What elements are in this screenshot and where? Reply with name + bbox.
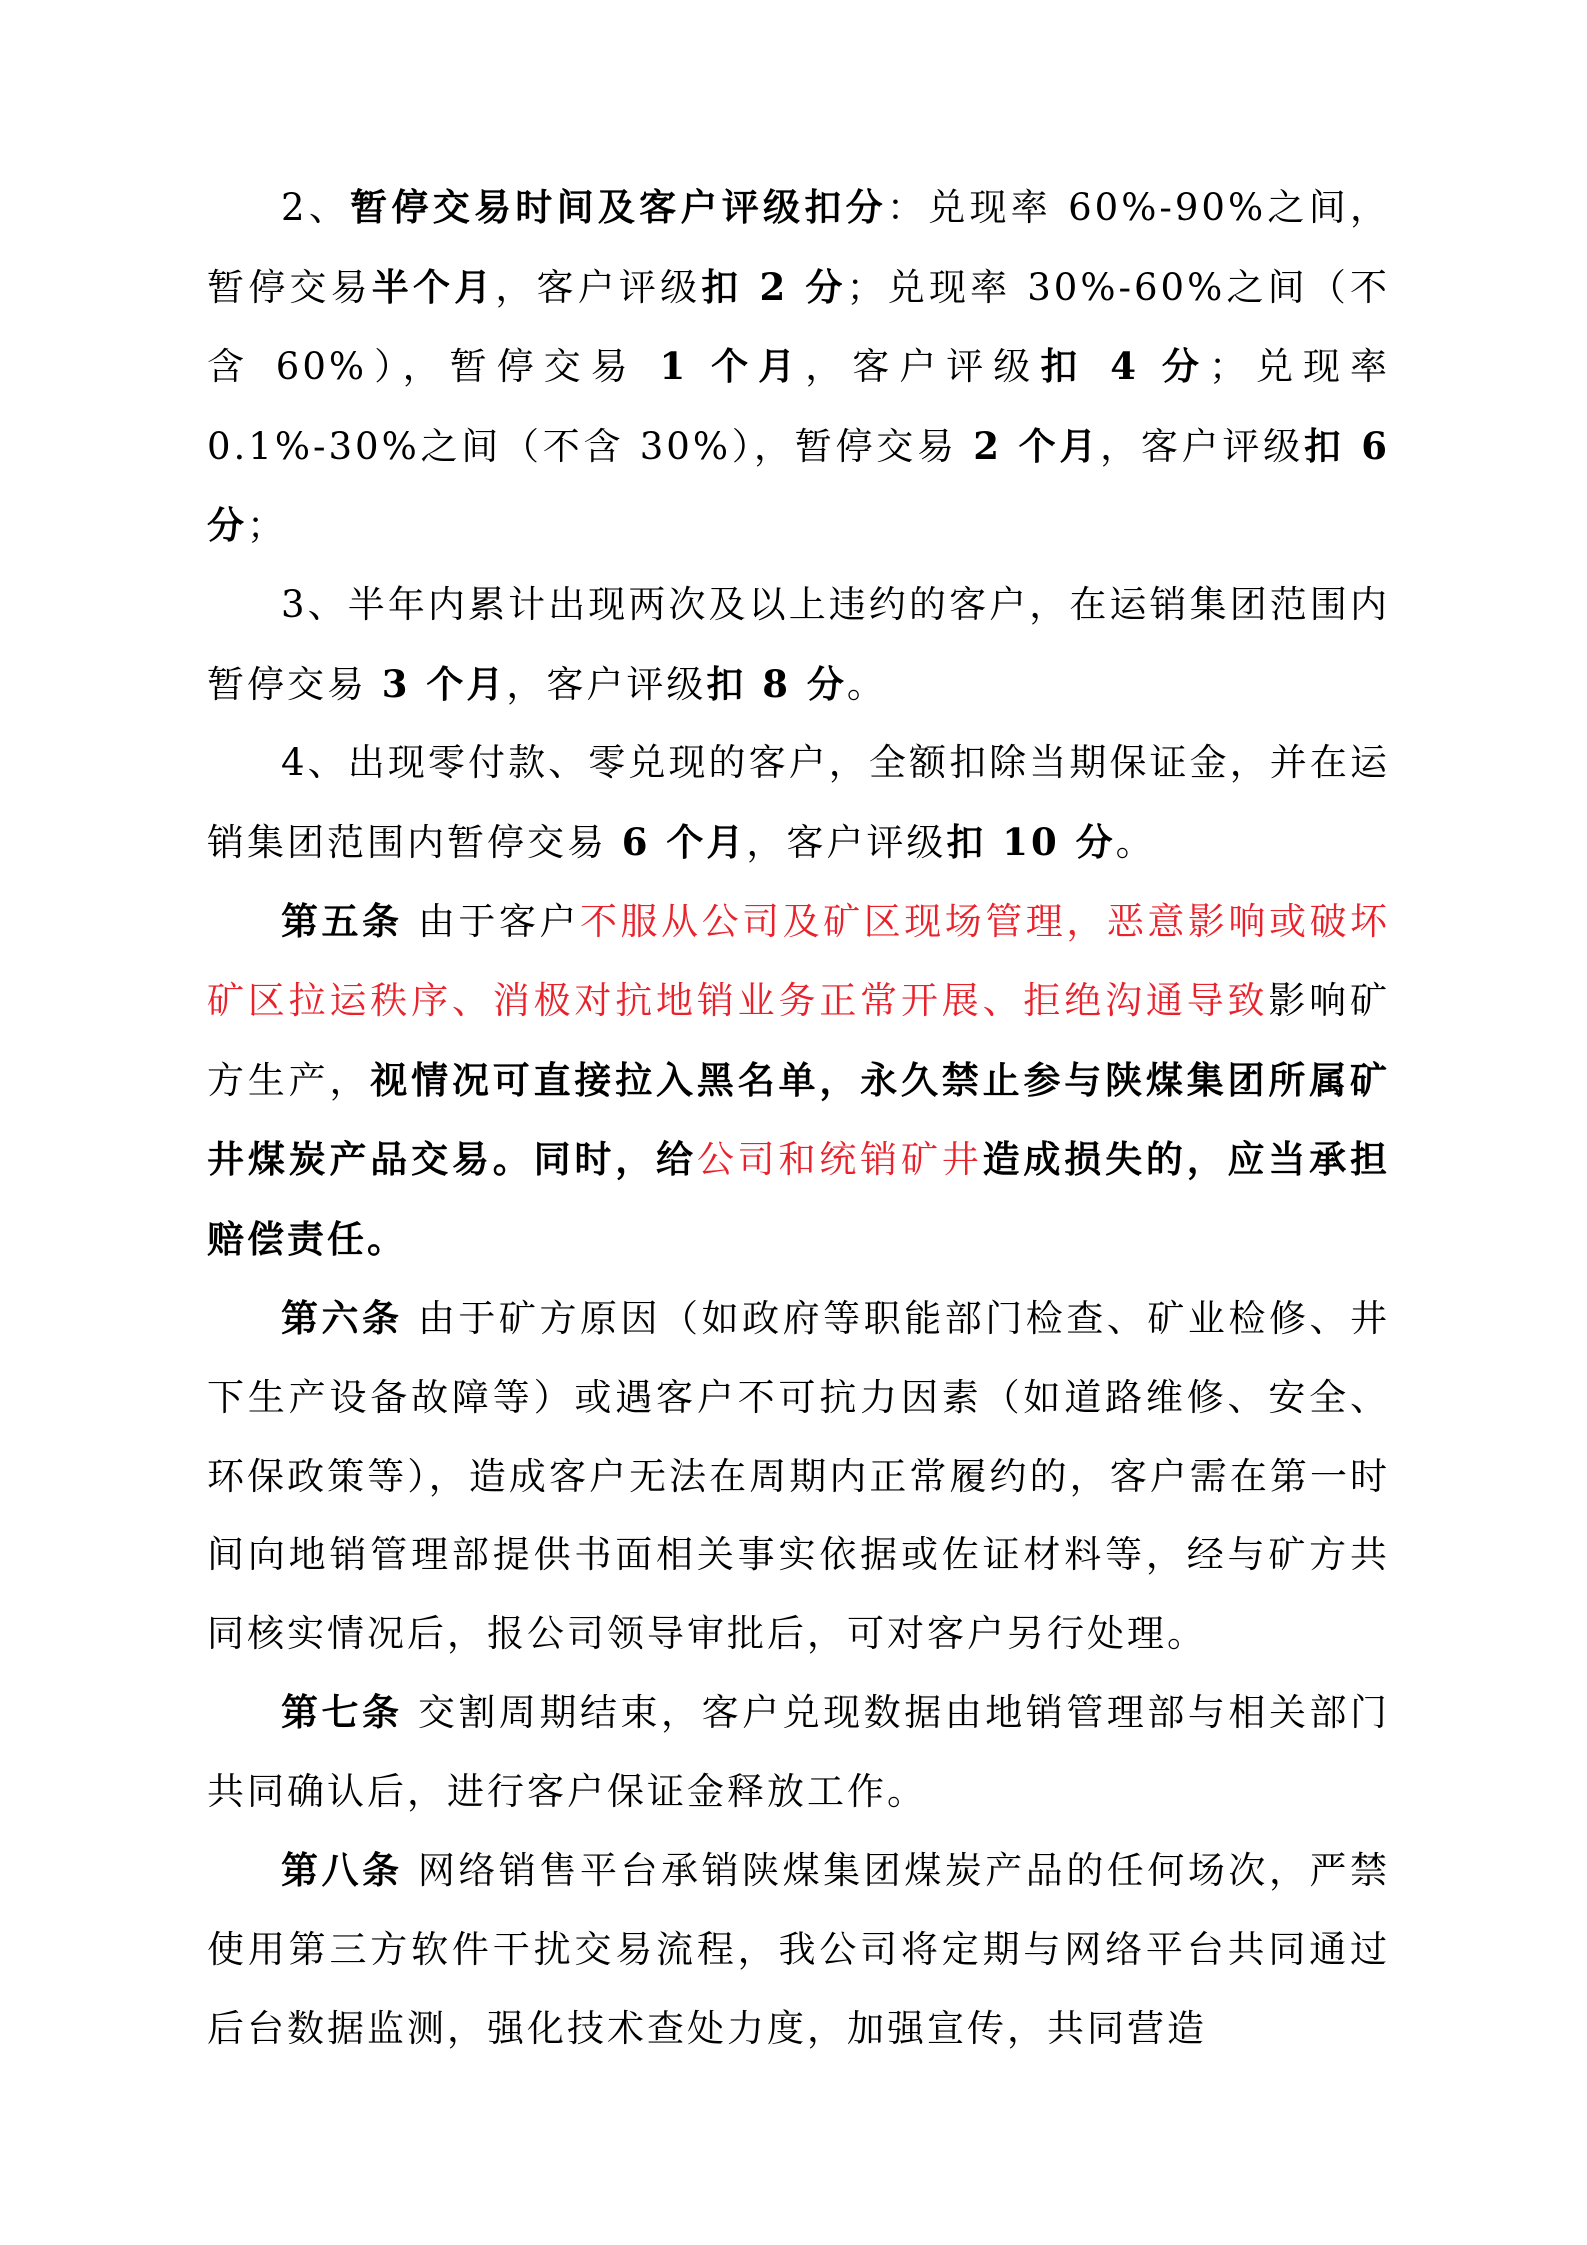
text-segment: 暂停交易时间及客户评级扣分: [350, 185, 887, 229]
text-segment: 视情况可直接拉入黑名单，永久禁止参与陕煤集团所属矿井煤炭产品交易。同时，给: [207, 1057, 1391, 1182]
text-segment: 2 个月: [973, 423, 1101, 468]
document-page: [207, 168, 1390, 2068]
paragraph-article-8: [207, 1831, 1390, 2068]
text-segment: 扣 10 分: [946, 819, 1116, 864]
text-segment: 第六条: [281, 1296, 403, 1341]
text-segment: 影响矿方生产，: [207, 978, 1391, 1102]
paragraph-article-7: [207, 1673, 1390, 1831]
text-segment: ，客户评级: [746, 820, 947, 864]
text-segment: 半个月: [371, 264, 496, 309]
text-segment: 4、出现零付款、零兑现的客户，全额扣除当期保证金，并在运销集团范围内暂停交易: [207, 741, 1390, 864]
text-segment: 第七条: [281, 1690, 403, 1735]
text-segment: 扣 4 分: [1040, 344, 1209, 389]
text-segment: 第五条: [281, 899, 403, 944]
text-segment: 网络销售平台承销陕煤集团煤炭产品的任何场次，严禁使用第三方软件干扰交易流程，我公司将定期与网络平台共同通过后台数据监测，强化技术查处力度，加强宣传，共同营造: [207, 1849, 1391, 2050]
text-segment: 造成损失的，应当承担赔偿责任。: [207, 1137, 1391, 1261]
text-segment: 3、半年内累计出现两次及以上违约的客户，在运销集团范围内暂停交易: [207, 582, 1390, 706]
paragraph-item-4: [207, 724, 1390, 882]
text-segment: 。: [846, 662, 887, 706]
text-segment: ，客户评级: [805, 345, 1041, 389]
text-segment: ；兑现率 0.1%-30%之间（不含 30%），暂停交易: [207, 345, 1391, 468]
text-segment: ，客户评级: [506, 662, 707, 706]
text-segment: 扣 2 分: [701, 264, 847, 309]
text-segment: 不服从公司及矿区现场管理，恶意影响或破坏矿区拉运秩序、消极对抗地销业务正常开展、拒绝沟通导致: [207, 900, 1391, 1022]
text-segment: 。: [1115, 820, 1156, 864]
text-segment: ；兑现率 30%-60%之间（不含 60%），暂停交易: [207, 265, 1391, 389]
text-segment: 3 个月: [381, 661, 507, 706]
text-segment: 6 个月: [621, 819, 747, 864]
text-segment: 2、: [281, 186, 351, 229]
paragraph-item-3: [207, 566, 1390, 724]
text-segment: ，客户评级: [1100, 424, 1304, 468]
text-segment: 公司和统销矿井: [696, 1138, 983, 1182]
paragraph-article-6: [207, 1279, 1390, 1673]
text-segment: 交割周期结束，客户兑现数据由地销管理部与相关部门共同确认后，进行客户保证金释放工作。: [207, 1691, 1391, 1813]
text-segment: ：兑现率 60%-90%之间，暂停交易: [207, 186, 1390, 309]
paragraph-item-2: [207, 168, 1390, 566]
text-segment: 第八条: [281, 1848, 403, 1893]
text-segment: 由于矿方原因（如政府等职能部门检查、矿业检修、井下生产设备故障等）或遇客户不可抗力因素（如道路维修、安全、环保政策等），造成客户无法在周期内正常履约的，客户需在第一时间向地销管理部提供书面相关事实依据或佐证材料等，经与矿方共同核实情况后，报公司领导审批后，可对客户另行处理。: [207, 1297, 1391, 1655]
text-segment: ；: [247, 504, 287, 548]
paragraph-article-5: [207, 882, 1390, 1279]
text-segment: ，客户评级: [495, 265, 702, 309]
text-segment: 由于客户: [402, 900, 580, 944]
text-segment: 扣 8 分: [706, 661, 847, 706]
text-segment: 扣 6 分: [207, 423, 1390, 548]
text-segment: 1 个月: [659, 344, 806, 389]
